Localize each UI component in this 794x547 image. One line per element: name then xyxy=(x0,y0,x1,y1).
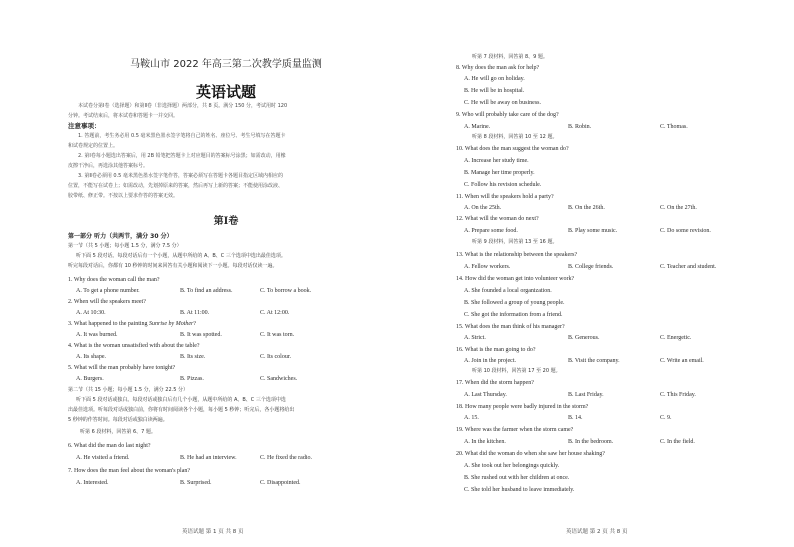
q7-stem: 7. How does the man feel about the woman's plan? xyxy=(68,468,191,474)
q16-option-a[interactable]: A. Join in the project. xyxy=(464,358,516,364)
q18-option-c[interactable]: C. 9. xyxy=(660,415,672,421)
q18-option-a[interactable]: A. 15. xyxy=(464,415,479,421)
q11-option-a[interactable]: A. On the 25th. xyxy=(464,205,502,211)
q4-option-c[interactable]: C. Its colour. xyxy=(260,354,291,360)
q16-stem: 16. What is the man going to do? xyxy=(456,347,536,353)
q20-option-c[interactable]: C. She told her husband to leave immediately. xyxy=(464,487,575,493)
notes-title: 注意事项： xyxy=(68,122,101,130)
q5-option-b[interactable]: B. Pizzas. xyxy=(180,376,204,382)
q4-stem: 4. What is the woman unsatisfied with about the table? xyxy=(68,343,200,349)
section1-intro-line: 听下面 5 段对话。每段对话后有一个小题，从题中所给的 A、B、C 三个选项中选出最佳选项。 xyxy=(76,253,286,259)
q9-stem: 9. Who will probably take care of the dog? xyxy=(456,112,559,118)
q19-stem: 19. Where was the farmer when the storm came? xyxy=(456,427,574,433)
q3-option-b[interactable]: B. It was spotted. xyxy=(180,332,222,338)
q7-option-b[interactable]: B. Surprised. xyxy=(180,480,212,486)
section1-title: 第一节（共 5 小题；每小题 1.5 分，满分 7.5 分） xyxy=(68,243,182,249)
q2-option-a[interactable]: A. At 10:30. xyxy=(76,310,106,316)
note-line: 位置，不能写在试卷上；如需改动，先划掉原来的答案，然后再写上新的答案；不能使用涂改液、 xyxy=(68,183,284,189)
q14-option-c[interactable]: C. She got the information from a friend. xyxy=(464,312,563,318)
q11-stem: 11. When will the speakers hold a party? xyxy=(456,194,554,200)
q9-option-b[interactable]: B. Robin. xyxy=(568,124,592,130)
material9-label: 听第 9 段材料，回答第 13 至 16 题。 xyxy=(472,239,558,245)
q15-option-c[interactable]: C. Energetic. xyxy=(660,335,692,341)
volume-title: 第Ⅰ卷 xyxy=(213,216,239,227)
section1-intro-line: 听完每段对话后，你都有 10 秒钟的时间来回答有关小题和阅读下一小题。每段对话仅读一遍。 xyxy=(68,263,278,269)
q3-option-c[interactable]: C. It was torn. xyxy=(260,332,295,338)
intro-line: 分钟。考试结束后，将本试卷和答题卡一并交回。 xyxy=(68,113,179,119)
q3-stem-end: ? xyxy=(193,321,197,327)
note-line: 2. 第Ⅰ卷每小题选出答案后，用 2B 铅笔把答题卡上对应题目的答案标号涂黑；如需改动，用橡 xyxy=(78,153,286,159)
q9-option-c[interactable]: C. Thomas. xyxy=(660,124,688,130)
q6-option-a[interactable]: A. He visited a friend. xyxy=(76,455,130,461)
intro-line: 本试卷分第Ⅰ卷（选择题）和第Ⅱ卷（非选择题）两部分，共 8 页。满分 150 分，考试用时 120 xyxy=(78,103,288,109)
q8-stem: 8. Why does the man ask for help? xyxy=(456,65,540,71)
q2-option-b[interactable]: B. At 11:00. xyxy=(180,310,210,316)
q10-option-c[interactable]: C. Follow his revision schedule. xyxy=(464,182,542,188)
q17-option-c[interactable]: C. This Friday. xyxy=(660,392,696,398)
q13-option-b[interactable]: B. College friends. xyxy=(568,264,614,270)
exam-heading: 马鞍山市 2022 年高三第二次教学质量监测 xyxy=(130,59,322,70)
section2-title: 第二节（共 15 小题；每小题 1.5 分，满分 22.5 分） xyxy=(68,387,188,393)
material10-label: 听第 10 段材料，回答第 17 至 20 题。 xyxy=(472,368,561,374)
q15-option-b[interactable]: B. Generous. xyxy=(568,335,600,341)
q14-option-b[interactable]: B. She followed a group of young people. xyxy=(464,300,565,306)
q19-option-c[interactable]: C. In the field. xyxy=(660,439,695,445)
q3-stem xyxy=(68,321,196,328)
section2-intro-line: 5 秒钟的作答时间。每段对话或独白读两遍。 xyxy=(68,417,168,423)
q17-option-b[interactable]: B. Last Friday. xyxy=(568,392,604,398)
q12-option-c[interactable]: C. Do some revision. xyxy=(660,228,711,234)
q11-option-b[interactable]: B. On the 26th. xyxy=(568,205,605,211)
q1-option-c[interactable]: C. To borrow a book. xyxy=(260,288,312,294)
q10-option-a[interactable]: A. Increase her study time. xyxy=(464,158,529,164)
q18-option-b[interactable]: B. 14. xyxy=(568,415,583,421)
q6-option-c[interactable]: C. He fixed the radio. xyxy=(260,455,312,461)
q18-stem: 18. How many people were badly injured in the storm? xyxy=(456,404,589,410)
q17-option-a[interactable]: A. Last Thursday. xyxy=(464,392,507,398)
q1-option-b[interactable]: B. To find an address. xyxy=(180,288,233,294)
exam-title: 英语试题 xyxy=(195,83,256,101)
material7-label: 听第 7 段材料，回答第 8、9 题。 xyxy=(472,54,548,60)
material8-label: 听第 8 段材料，回答第 10 至 12 题。 xyxy=(472,134,558,140)
q8-option-b[interactable]: B. He will be in hospital. xyxy=(464,88,525,94)
q1-stem: 1. Why does the woman call the man? xyxy=(68,277,160,283)
q10-stem: 10. What does the man suggest the woman do? xyxy=(456,146,569,152)
q13-option-a[interactable]: A. Fellow workers. xyxy=(464,264,511,270)
q9-option-a[interactable]: A. Marine. xyxy=(464,124,491,130)
q3-stem-text: 3. What happened to the painting xyxy=(68,321,150,327)
q19-option-a[interactable]: A. In the kitchen. xyxy=(464,439,506,445)
q16-option-b[interactable]: B. Visit the company. xyxy=(568,358,620,364)
q12-stem: 12. What will the woman do next? xyxy=(456,216,539,222)
q5-option-a[interactable]: A. Burgers. xyxy=(76,376,104,382)
note-line: 胶带纸、修正带。不按以上要求作答的答案无效。 xyxy=(68,193,179,199)
q15-stem: 15. What does the man think of his manager? xyxy=(456,324,565,330)
q5-stem: 5. What will the man probably have tonight? xyxy=(68,365,176,371)
q11-option-c[interactable]: C. On the 27th. xyxy=(660,205,697,211)
section2-intro-line: 出最佳选项。听每段对话或独白前，你将有时间阅读各个小题，每小题 5 秒钟；听完后，各小题将给出 xyxy=(68,407,295,413)
q13-option-c[interactable]: C. Teacher and student. xyxy=(660,264,717,270)
q2-stem: 2. When will the speakers meet? xyxy=(68,299,146,305)
q1-option-a[interactable]: A. To get a phone number. xyxy=(76,288,140,294)
q3-option-a[interactable]: A. It was burned. xyxy=(76,332,118,338)
note-line: 和试卷规定的位置上。 xyxy=(68,143,119,149)
note-line: 皮擦干净后，再选涂其他答案标号。 xyxy=(68,163,149,169)
intro-paragraph xyxy=(68,101,384,201)
q6-option-b[interactable]: B. He had an interview. xyxy=(180,455,237,461)
q20-option-a[interactable]: A. She took out her belongings quickly. xyxy=(464,463,560,469)
q12-option-b[interactable]: B. Play some music. xyxy=(568,228,618,234)
q7-option-c[interactable]: C. Disappointed. xyxy=(260,480,301,486)
part1-title: 第一部分 听力（共两节，满分 30 分） xyxy=(68,233,173,240)
q6-stem: 6. What did the man do last night? xyxy=(68,443,151,449)
q10-option-b[interactable]: B. Manage her time properly. xyxy=(464,170,535,176)
q14-stem: 14. How did the woman get into volunteer work? xyxy=(456,276,575,282)
q14-option-a[interactable]: A. She founded a local organization. xyxy=(464,288,552,294)
section2-intro-line: 听下面 5 段对话或独白。每段对话或独白后有几个小题，从题中所给的 A、B、C 三个选项中选 xyxy=(76,397,286,403)
q15-option-a[interactable]: A. Strict. xyxy=(464,335,486,341)
q4-option-a[interactable]: A. Its shape. xyxy=(76,354,106,360)
right-page-footer: 英语试题 第 2 页 共 8 页 xyxy=(566,529,628,535)
q3-painting-title: Sunrise by Mother xyxy=(149,321,194,327)
q20-option-b[interactable]: B. She rushed out with her children at once. xyxy=(464,475,570,481)
q2-option-c[interactable]: C. At 12:00. xyxy=(260,310,290,316)
note-line: 3. 第Ⅱ卷必须用 0.5 毫米黑色墨水签字笔作答，答案必须写在答题卡各题目指定区域内相应的 xyxy=(78,173,283,179)
q16-option-c[interactable]: C. Write an email. xyxy=(660,358,704,364)
q13-stem: 13. What is the relationship between the speakers? xyxy=(456,252,578,258)
right-page xyxy=(440,0,794,547)
q8-option-c[interactable]: C. He will be away on business. xyxy=(464,100,541,106)
q8-option-a[interactable]: A. He will go on holiday. xyxy=(464,76,525,82)
q5-option-c[interactable]: C. Sandwiches. xyxy=(260,376,298,382)
q4-option-b[interactable]: B. Its size. xyxy=(180,354,206,360)
q17-stem: 17. When did the storm happen? xyxy=(456,380,534,386)
q12-option-a[interactable]: A. Prepare some food. xyxy=(464,228,518,234)
note-line: 1. 答题前，考生务必用 0.5 毫米黑色墨水签字笔将自己的姓名、座位号、考生号填写在答题卡 xyxy=(78,133,286,139)
material6-label: 听第 6 段材料，回答第 6、7 题。 xyxy=(80,429,156,435)
q20-stem: 20. What did the woman do when she saw her house shaking? xyxy=(456,451,605,457)
left-page-footer: 英语试题 第 1 页 共 8 页 xyxy=(182,529,244,535)
q19-option-b[interactable]: B. In the bedroom. xyxy=(568,439,614,445)
q7-option-a[interactable]: A. Interested. xyxy=(76,480,109,486)
